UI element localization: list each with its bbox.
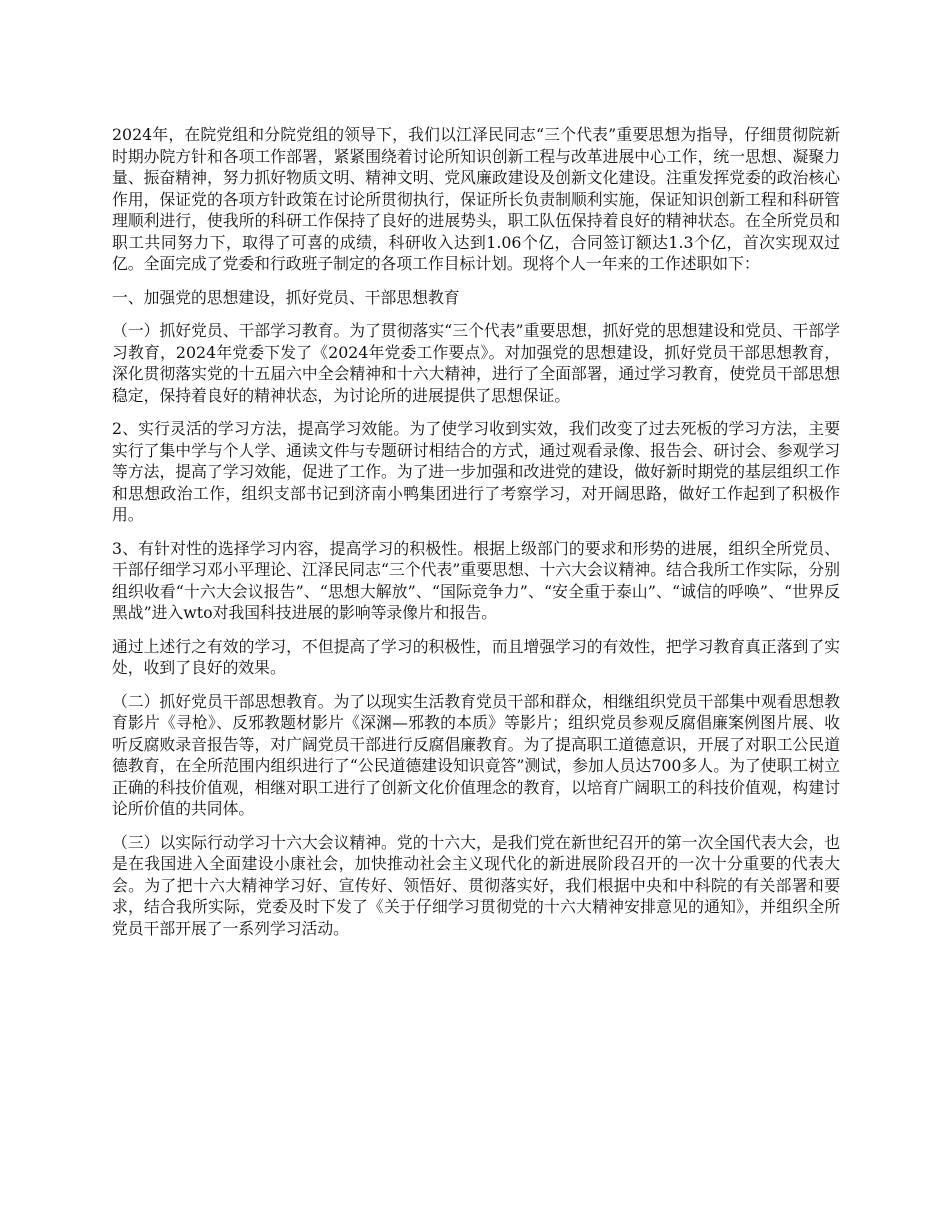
document-body [112,124,840,951]
intro-paragraph: 2024年，在院党组和分院党组的领导下，我们以江泽民同志“三个代表”重要思想为指导，仔细贯彻院新时期办院方针和各项工作部署，紧紧围绕着讨论所知识创新工程与改革进展中心工作，统一思想、凝聚力量、振奋精神，努力抓好物质文明、精神文明、党风廉政建设及创新文化建设。注重发挥党委的政治核心作用，保证党的各项方针政策在讨论所贯彻执行，保证所长负责制顺利实施，保证知识创新工程和科研管理顺利进行，使我所的科研工作保持了良好的进展势头，职工队伍保持着良好的精神状态。在全所党员和职工共同努力下，取得了可喜的成绩，科研收入达到1.06个亿，合同签订额达1.3个亿，首次实现双过亿。全面完成了党委和行政班子制定的各项工作目标计划。现将个人一年来的工作述职如下： [112,125,840,273]
section-heading-1: 一、加强党的思想建设，抓好党员、干部思想教育 [112,287,460,307]
paragraph-study-result: 通过上述行之有效的学习，不但提高了学习的积极性，而且增强学习的有效性，把学习教育真正落到了实处，收到了良好的效果。 [112,636,840,677]
paragraph-study-education: （一）抓好党员、干部学习教育。为了贯彻落实“三个代表”重要思想，抓好党的思想建设和党员、干部学习教育，2024年党委下发了《2024年党委工作要点》。对加强党的思想建设，抓好党员干部思想教育，深化贯彻落实党的十五届六中全会精神和十六大精神，进行了全面部署，通过学习教育，使党员干部思想稳定，保持着良好的精神状态，为讨论所的进展提供了思想保证。 [112,321,840,405]
paragraph-sixteenth-congress: （三）以实际行动学习十六大会议精神。党的十六大，是我们党在新世纪召开的第一次全国代表大会，也是在我国进入全面建设小康社会，加快推动社会主义现代化的新进展阶段召开的一次十分重要的代表大会。为了把十六大精神学习好、宣传好、领悟好、贯彻落实好，我们根据中央和中科院的有关部署和要求，结合我所实际，党委及时下发了《关于仔细学习贯彻党的十六大精神安排意见的通知》，并组织全所党员干部开展了一系列学习活动。 [112,832,840,938]
paragraph-study-content: 3、有针对性的选择学习内容，提高学习的积极性。根据上级部门的要求和形势的进展，组织全所党员、干部仔细学习邓小平理论、江泽民同志“三个代表”重要思想、十六大会议精神。结合我所工作实际，分别组织收看“十六大会议报告”、“思想大解放”、“国际竞争力”、“安全重于泰山”、“诚信的呼唤”、“世界反黑战”进入wto对我国科技进展的影响等录像片和报告。 [112,538,840,622]
paragraph-study-method: 2、实行灵活的学习方法，提高学习效能。为了使学习收到实效，我们改变了过去死板的学习方法，主要实行了集中学与个人学、通读文件与专题研讨相结合的方式，通过观看录像、报告会、研讨会、参观学习等方法，提高了学习效能，促进了工作。为了进一步加强和改进党的建设，做好新时期党的基层组织工作和思想政治工作，组织支部书记到济南小鸭集团进行了考察学习，对开阔思路，做好工作起到了积极作用。 [112,419,840,524]
paragraph-ideological-education: （二）抓好党员干部思想教育。为了以现实生活教育党员干部和群众，相继组织党员干部集中观看思想教育影片《寻枪》、反邪教题材影片《深渊—邪教的本质》等影片；组织党员参观反腐倡廉案例图片展、收听反腐败录音报告等，对广阔党员干部进行反腐倡廉教育。为了提高职工道德意识，开展了对职工公民道德教育，在全所范围内组织进行了“公民道德建设知识竟答”测试，参加人员达700多人。为了使职工树立正确的科技价值观，相继对职工进行了创新文化价值理念的教育，以培育广阔职工的科技价值观，构建讨论所价值的共同体。 [112,691,840,818]
